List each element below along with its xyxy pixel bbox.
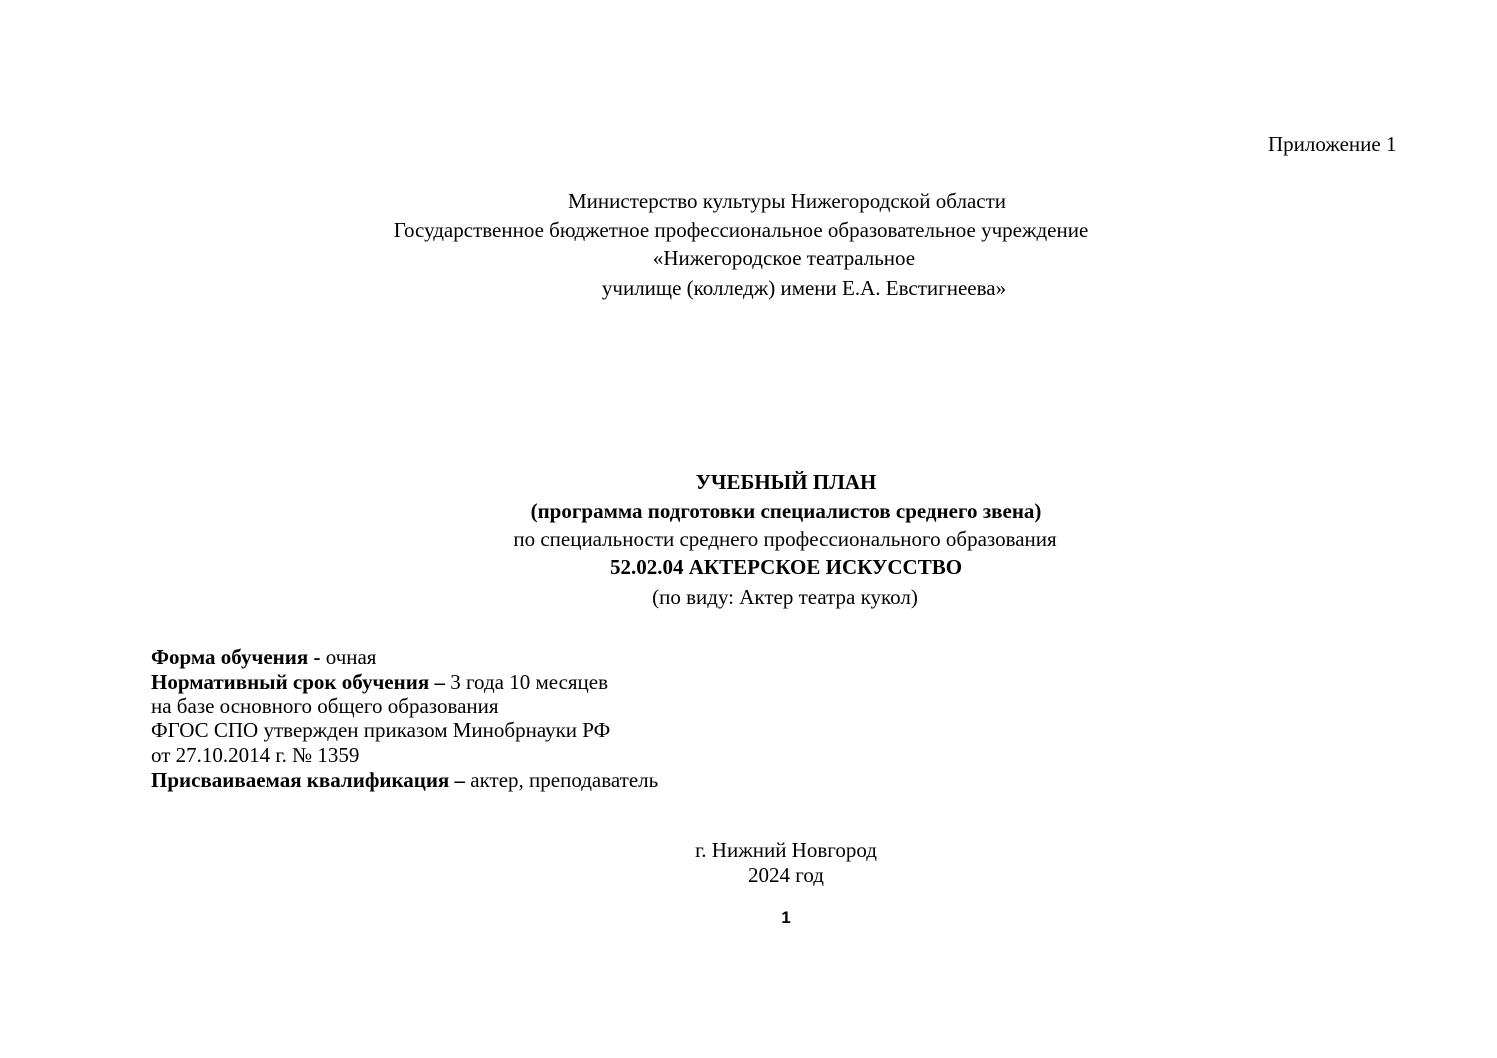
qualification-label: Присваиваемая квалификация – [151, 768, 466, 792]
specialty-kind: (по виду: Актер театра кукол) [652, 585, 918, 609]
specialty-code-title: 52.02.04 АКТЕРСКОЕ ИСКУССТВО [609, 555, 963, 579]
study-form-label: Форма обучения - [151, 645, 321, 669]
study-form [151, 643, 376, 671]
fgos-statement: ФГОС СПО утвержден приказом Минобрнауки РФ [151, 718, 611, 742]
appendix-label: Приложение 1 [1268, 132, 1397, 156]
institution-type-line: Государственное бюджетное профессиональное образовательное учреждение [393, 218, 1089, 242]
year-line: 2024 год [748, 863, 824, 887]
page-number: 1 [781, 908, 791, 927]
specialty-intro: по специальности среднего профессионального образования [513, 527, 1057, 551]
study-term-label: Нормативный срок обучения – [151, 670, 445, 694]
city-line: г. Нижний Новгород [695, 838, 877, 862]
plan-title: УЧЕБНЫЙ ПЛАН [695, 470, 877, 494]
study-term-value: 3 года 10 месяцев [444, 670, 609, 694]
institution-name-line-1: «Нижегородское театральное [652, 246, 916, 270]
education-basis: на базе основного общего образования [151, 694, 499, 718]
qualification-value: актер, преподаватель [465, 768, 659, 792]
order-reference: от 27.10.2014 г. № 1359 [151, 743, 360, 767]
qualification [151, 766, 658, 794]
study-form-value: очная [320, 645, 377, 669]
program-subtitle: (программа подготовки специалистов среднего звена) [530, 499, 1042, 523]
institution-name-line-2: училище (колледж) имени Е.А. Евстигнеева» [601, 276, 1007, 300]
ministry-line: Министерство культуры Нижегородской области [568, 189, 1006, 213]
